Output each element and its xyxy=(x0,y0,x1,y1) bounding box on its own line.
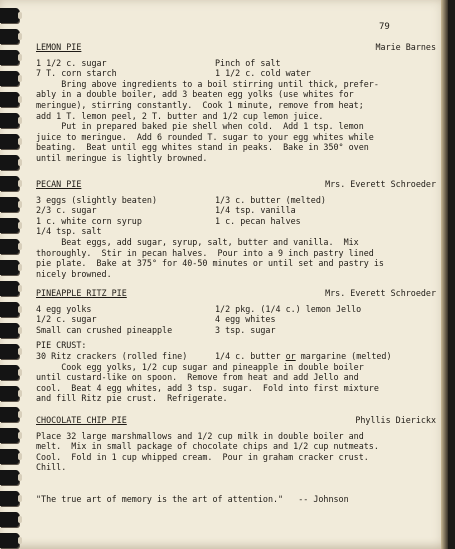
direction-line: Put in prepared baked pie shell when cold. Add 1 tsp. lemon xyxy=(36,121,364,132)
direction-line: meringue), stirring constantly. Cook 1 minute, remove from heat; xyxy=(36,99,364,110)
recipe-author: Mrs. Everett Schroeder xyxy=(325,288,436,298)
direction-line: Cook egg yolks, 1/2 cup sugar and pineapple in double boiler xyxy=(36,361,364,372)
ingredient: 30 Ritz crackers (rolled fine) xyxy=(36,350,188,361)
ingredient: 1 c. pecan halves xyxy=(215,215,301,226)
page-edge xyxy=(441,0,448,549)
binding-ring xyxy=(0,113,19,128)
ingredient: Pinch of salt xyxy=(215,57,281,68)
ingredient-row xyxy=(36,314,436,325)
direction-line: ably in a double boiler, add 3 beaten egg yolks (use whites for xyxy=(36,89,354,100)
direction-line: pie plate. Bake at 375° for 40-50 minutes or until set and pastry is xyxy=(36,258,384,269)
ingredient-row xyxy=(36,325,436,336)
binding-ring xyxy=(0,29,19,44)
direction-line: Bring above ingredients to a boil stirring until thick, prefer- xyxy=(36,78,379,89)
direction-line: juice to meringue. Add 6 rounded T. sugar to your egg whites while xyxy=(36,131,374,142)
binding-ring xyxy=(0,470,19,485)
direction-line: and fill Ritz pie crust. Refrigerate. xyxy=(36,393,228,404)
binding-ring xyxy=(0,344,19,359)
recipe-author: Mrs. Everett Schroeder xyxy=(325,179,436,189)
binding-ring xyxy=(0,176,19,191)
binding-ring xyxy=(0,491,19,506)
recipe-pineapple-ritz-pie xyxy=(36,288,436,404)
recipe-title: LEMON PIE xyxy=(36,42,82,52)
direction-line: Chill. xyxy=(36,462,67,473)
ingredient-part: or xyxy=(285,350,296,361)
direction-line: until meringue is lightly browned. xyxy=(36,152,208,163)
ingredient: 4 egg whites xyxy=(215,314,276,325)
ingredient: 1 1/2 c. sugar xyxy=(36,57,107,68)
direction-line: beating. Beat until egg whites stand in peaks. Bake in 350° oven xyxy=(36,142,369,153)
binding-ring xyxy=(0,386,19,401)
binding-ring xyxy=(0,218,19,233)
ingredient: 1 c. white corn syrup xyxy=(36,215,142,226)
binding-ring xyxy=(0,302,19,317)
ingredient-row xyxy=(36,195,436,206)
quote: "The true art of memory is the art of attention." -- Johnson xyxy=(36,494,349,504)
recipe-lemon-pie xyxy=(36,42,436,164)
ingredient-part: 1/4 c. butter xyxy=(215,350,286,361)
ingredient: 1/2 c. sugar xyxy=(36,314,97,325)
binding-ring xyxy=(0,281,19,296)
ingredient-row xyxy=(36,68,436,79)
binding-ring xyxy=(0,239,19,254)
binding-ring xyxy=(0,50,19,65)
recipe-title: PECAN PIE xyxy=(36,179,82,189)
ingredient-row xyxy=(36,58,436,69)
binding-ring xyxy=(0,155,19,170)
ingredient: 2/3 c. sugar xyxy=(36,205,97,216)
recipe-author: Phyllis Dierickx xyxy=(355,415,436,425)
ingredient-row xyxy=(36,226,436,237)
binding-ring xyxy=(0,323,19,338)
ingredient: Small can crushed pineapple xyxy=(36,324,173,335)
direction-line: Cool. Fold in 1 cup whipped cream. Pour in graham cracker crust. xyxy=(36,451,369,462)
ingredient: 1 1/2 c. cold water xyxy=(215,68,311,79)
binding-ring xyxy=(0,428,19,443)
direction-line: Beat eggs, add sugar, syrup, salt, butter and vanilla. Mix xyxy=(36,236,359,247)
binding-ring xyxy=(0,8,19,23)
ingredient: 7 T. corn starch xyxy=(36,68,117,79)
recipe-title: PINEAPPLE RITZ PIE xyxy=(36,288,127,298)
ingredient: 3 eggs (slightly beaten) xyxy=(36,194,158,205)
ingredient-part: margarine (melted) xyxy=(295,350,392,361)
ingredient: 1/4 tsp. vanilla xyxy=(215,205,296,216)
binding-ring xyxy=(0,533,19,548)
ingredient-row xyxy=(36,351,436,362)
ingredient: 4 egg yolks xyxy=(36,303,92,314)
recipe-chocolate-chip-pie xyxy=(36,415,436,473)
recipe-pecan-pie xyxy=(36,179,436,279)
binding-ring xyxy=(0,512,19,527)
crust-label: PIE CRUST: xyxy=(36,340,87,351)
ingredient xyxy=(215,351,392,362)
ingredient-row xyxy=(36,216,436,227)
spiral-binding xyxy=(0,0,22,549)
binding-ring xyxy=(0,407,19,422)
binding-ring xyxy=(0,260,19,275)
ingredient-row xyxy=(36,304,436,315)
direction-line: until custard-like on spoon. Remove from heat and add Jello and xyxy=(36,372,359,383)
recipe-author: Marie Barnes xyxy=(375,42,436,52)
ingredient: 1/2 pkg. (1/4 c.) lemon Jello xyxy=(215,303,362,314)
page-number: 79 xyxy=(379,22,390,32)
direction-line: thoroughly. Stir in pecan halves. Pour into a 9 inch pastry lined xyxy=(36,247,374,258)
direction-line: melt. Mix in small package of chocolate chips and 1/2 cup nutmeats. xyxy=(36,441,379,452)
binding-ring xyxy=(0,449,19,464)
binding-ring xyxy=(0,92,19,107)
recipe-title: CHOCOLATE CHIP PIE xyxy=(36,415,127,425)
direction-line: nicely browned. xyxy=(36,268,112,279)
binding-ring xyxy=(0,134,19,149)
ingredient-row xyxy=(36,205,436,216)
ingredient: 1/4 tsp. salt xyxy=(36,226,102,237)
ingredient: 1/3 c. butter (melted) xyxy=(215,194,326,205)
ingredient: 3 tsp. sugar xyxy=(215,324,276,335)
binding-ring xyxy=(0,71,19,86)
direction-line: cool. Beat 4 egg whites, add 3 tsp. sugar. Fold into first mixture xyxy=(36,382,379,393)
direction-line: Place 32 large marshmallows and 1/2 cup milk in double boiler and xyxy=(36,430,364,441)
direction-line: add 1 T. lemon peel, 2 T. butter and 1/2 cup lemon juice. xyxy=(36,110,324,121)
binding-ring xyxy=(0,365,19,380)
binding-ring xyxy=(0,197,19,212)
